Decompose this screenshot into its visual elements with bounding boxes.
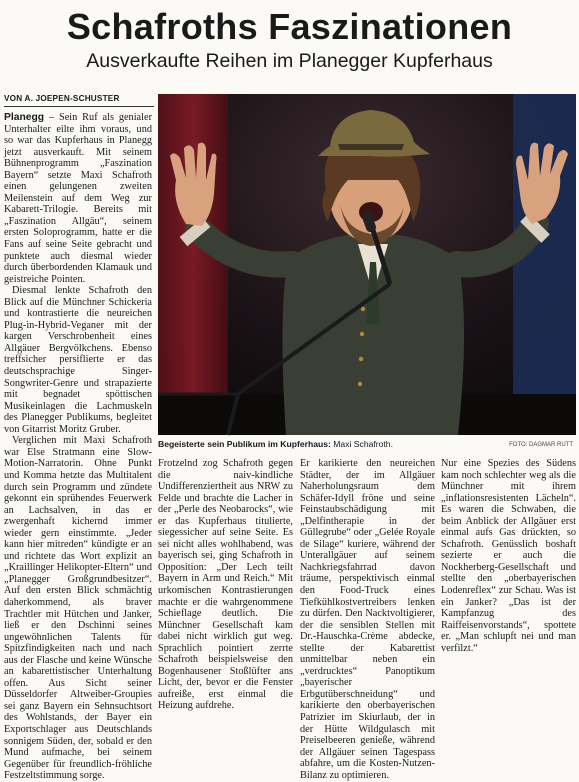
byline: VON A. JOEPEN-SCHUSTER (4, 94, 120, 103)
column-4 (441, 458, 576, 774)
paragraph: Nur eine Spezies des Südens kam noch schlechter weg als die Münchner mit ihrem „inflationsresistenten Lächeln“. Es waren die Schwaben, die beim Anblick der Allgäuer erst einmal aufs Gas drückten, so Schafroth. Genüsslich boshaft sezierte er auch die Nockherberg-Gesellschaft und stellte den „oberbayerischen Lodenreflex“ zur Schau. Was ist ein Janker? „Das ist der Kampfanzug des Raiffeisenvorstands“, spottete er. „Man schlupft nei und man verfilzt.“ (441, 458, 576, 654)
photo-credit: FOTO: DAGMAR RUTT (509, 442, 573, 448)
photo-caption (158, 439, 458, 449)
paragraph: Diesmal lenkte Schafroth den Blick auf die Münchner Schickeria und kontrastierte die neureichen Plug-in-Hybrid-Veganer mit der kargen Verschrobenheit eines Allgäuer Bergvölkchens. Ebenso treffsicher persiflierte er das deutschsprachige Singer-Songwriter-Genre und strapazierte mit begnadet spöttischen Musikeinlagen die Lachmuskeln des Planegger Publikums, begleitet von Gitarrist Moritz Gruber. (4, 285, 152, 435)
paragraph: Er karikierte den neureichen Städter, der im Allgäuer Naherholungsraum dem Schäfer-Idyll fröne und seine Feinstaubschädigung mit „Delfintherapie in der Güllegrube“ oder „Gelée Royale de Silage“ kuriere, während der Unterallgäuer auf seinem Nachkriegsfahrrad davon träume, perspektivisch einmal den Food-Truck eines Tiefkühlkostvertreibers lenken zu dürfen. Den Nacktvoltigierer, der die sensiblen Stellen mit Dr.-Hauschka-Crème abdecke, stellte der Kabarettist unmittelbar neben ein „verdrucktes“ Panoptikum „bayerischer Erbgutüberschneidung“ und karikierte den oberbayerischen Patrizier im Skiurlaub, der in der Hütte Wildgulasch mit Preiselbeeren genieße, während der Allgäuer seinen Tagespass abfahre, um die Kosten-Nutzen-Bilanz zu optimieren. (300, 458, 435, 781)
caption-text: Maxi Schafroth. (330, 439, 393, 449)
column-1 (4, 112, 152, 782)
subheadline: Ausverkaufte Reihen im Planegger Kupferhaus (86, 50, 493, 72)
column-3 (300, 458, 435, 781)
caption-lead: Begeisterte sein Publikum im Kupferhaus: (158, 439, 331, 449)
byline-divider (4, 106, 154, 107)
dateline: Planegg (4, 112, 45, 123)
column-2 (158, 458, 293, 774)
paragraph-text: – Sein Ruf als genialer Unterhalter eilte ihm voraus, und so war das Kupferhaus in Planegg jetzt ausverkauft. Mit seinem Bühnenprogramm „Faszination Bayern“ setzte Maxi Schafroth einen gelungenen zweiten Meilenstein auf dem Weg zur Kabarett-Trilogie. Bereits mit „Faszination Allgäu“, seinem ersten Soloprogramm, hatte er die Fans auf seine Seite gebracht und punktete auch diesmal wieder durch überbordenden Klamauk und geistreiche Pointen. (4, 112, 152, 285)
paragraph (4, 112, 152, 285)
paragraph: Verglichen mit Maxi Schafroth war Else Stratmann eine Slow-Motion-Narratorin. Ohne Punkt und Komma hetzte das Multitalent durch sein Programm und zündete gekonnt ein sprühendes Feuerwerk an Lachsalven, in das er zwergenhaft kichernd immer wieder gern einstimmte. „Jeder kann hier mitreden“ kündigte er an und richtete das Wort explizit an „Kraillinger Helikopter-Eltern“ und „Planegger Großgrundbesitzer“. Auf den ersten Blick schmächtig daherkommend, als braver Trachtler mit Hütchen und Janker, ließ er den Dschinni seines ungewöhnlichen Talents für Spitzfindigkeiten nach und nach aus der Flasche und keine Wünsche an kabarettistischer Unterhaltung offen. Aus Sicht seiner Düsseldorfer Altweiber-Groupies sei ganz Bayern ein Sehnsuchtsort des Wohlstands, der Bayer ein Exportschlager aus Deutschlands sonnigem Süden, der, sobald er den Mund aufmache, bei seinem Gegenüber für freundlich-fröhliche Festzeltstimmung sorge. (4, 435, 152, 782)
performer-photo (158, 94, 576, 435)
paragraph: Frotzelnd zog Schafroth gegen die naiv-kindliche Undifferenziertheit aus NRW zu Felde und brachte die Lacher in der „Perle des Neobarocks“, wie er das Kupferhaus titulierte, siegessicher auf seine Seite. Es sei nicht alles wohlhabend, was bayerisch sei, ging Schafroth in Opposition: „Der Lech teilt Bayern in Arm und Reich.“ Mit urkomischen Kontrastierungen machte er die wahrgenommene Schieflage deutlich. Die Münchner Gesellschaft kam dabei nicht wirklich gut weg. Sprachlich pointiert zerrte Schafroth beispielsweise den Bogenhausener Stoßlüfter ans Licht, der, bevor er die Fenster aufreiße, erst einmal die Heizung aufdrehe. (158, 458, 293, 712)
headline: Schafroths Faszinationen (66, 6, 513, 47)
